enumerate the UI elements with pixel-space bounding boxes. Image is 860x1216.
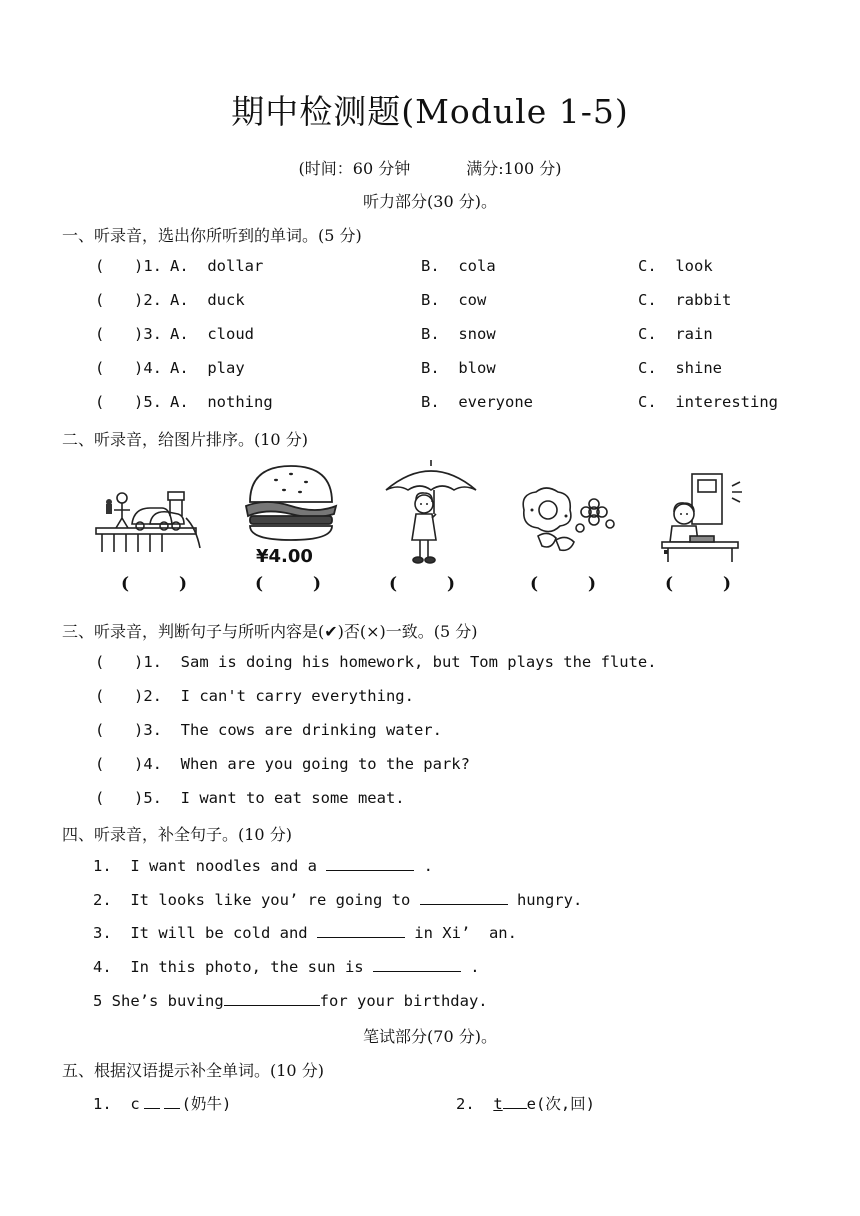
answer-bracket[interactable]: ( (95, 359, 105, 377)
section5-heading: 五、根据汉语提示补全单词。(10 分) (62, 1061, 324, 1080)
answer-blank[interactable] (144, 1094, 160, 1109)
fried-egg-flowers-icon (512, 480, 622, 560)
fill-sentence (93, 856, 433, 875)
option-a: A. cloud (170, 325, 254, 343)
given-letter: t (493, 1095, 503, 1113)
answer-bracket[interactable]: ( (95, 653, 105, 671)
traffic-scene-icon (92, 458, 202, 568)
answer-blank[interactable] (317, 923, 405, 938)
option-b: B. cow (421, 291, 487, 309)
answer-paren[interactable]: ( ) (530, 574, 597, 594)
fill-sentence (93, 890, 582, 909)
option-c: C. rabbit (638, 291, 732, 309)
answer-bracket[interactable]: ( (95, 325, 105, 343)
option-c: C. rain (638, 325, 713, 343)
question-prefix: 1. c (93, 1095, 140, 1113)
answer-blank[interactable] (164, 1094, 180, 1109)
answer-bracket[interactable]: ( (95, 687, 105, 705)
price-label: ¥4.00 (256, 546, 313, 567)
option-b: B. blow (421, 359, 496, 377)
answer-bracket[interactable]: ( (95, 755, 105, 773)
option-a: A. duck (170, 291, 245, 309)
item-number: )5. (134, 393, 162, 411)
sentence-end: in Xi’ an. (404, 924, 517, 942)
option-c: C. interesting (638, 393, 778, 411)
option-a: A. play (170, 359, 245, 377)
item-number: )1. (134, 257, 162, 275)
answer-blank[interactable] (326, 856, 414, 871)
sentence-start: 3. It will be cold and (93, 924, 317, 942)
fill-sentence (93, 991, 488, 1010)
option-c: C. look (638, 257, 713, 275)
sentence-start: 1. I want noodles and a (93, 857, 327, 875)
section4-heading: 四、听录音，补全句子。(10 分) (62, 825, 292, 844)
list-item: )2. I can't carry everything. (134, 687, 414, 705)
answer-blank[interactable] (373, 957, 461, 972)
list-item: )1. Sam is doing his homework, but Tom plays the flute. (134, 653, 657, 671)
answer-blank[interactable] (224, 991, 320, 1006)
section1-heading: 一、听录音，选出你所听到的单词。(5 分) (62, 226, 362, 245)
option-a: A. nothing (170, 393, 273, 411)
option-b: B. snow (421, 325, 496, 343)
option-b: B. cola (421, 257, 496, 275)
fill-sentence (93, 957, 480, 976)
sentence-start: 5 She’s buving (93, 992, 224, 1010)
sentence-start: 2. It looks like you’ re going to (93, 891, 420, 909)
item-number: )2. (134, 291, 162, 309)
answer-bracket[interactable]: ( (95, 257, 105, 275)
list-item: )4. When are you going to the park? (134, 755, 470, 773)
option-a: A. dollar (170, 257, 264, 275)
word-question-1 (93, 1092, 231, 1114)
sentence-end: for your birthday. (319, 992, 488, 1010)
question-prefix: 2. (456, 1095, 494, 1113)
boy-studying-icon (658, 470, 768, 566)
item-number: )3. (134, 325, 162, 343)
fill-sentence (93, 923, 517, 942)
page-title: 期中检测题(Module 1-5) (231, 92, 629, 131)
section2-heading: 二、听录音，给图片排序。(10 分) (62, 430, 308, 449)
item-number: )4. (134, 359, 162, 377)
word-question-2 (456, 1092, 595, 1114)
sentence-end: . (460, 958, 480, 976)
answer-bracket[interactable]: ( (95, 789, 105, 807)
answer-paren[interactable]: ( ) (121, 574, 188, 594)
question-hint: e(次,回) (526, 1095, 595, 1113)
answer-paren[interactable]: ( ) (255, 574, 322, 594)
sentence-end: . (414, 857, 433, 875)
girl-with-umbrella-icon (376, 458, 486, 570)
option-c: C. shine (638, 359, 722, 377)
writing-header: 笔试部分(70 分)。 (363, 1027, 497, 1046)
answer-bracket[interactable]: ( (95, 721, 105, 739)
answer-blank[interactable] (503, 1094, 527, 1109)
answer-bracket[interactable]: ( (95, 291, 105, 309)
answer-bracket[interactable]: ( (95, 393, 105, 411)
answer-blank[interactable] (420, 890, 508, 905)
hamburger-icon (236, 458, 346, 546)
listening-header: 听力部分(30 分)。 (363, 192, 497, 211)
option-b: B. everyone (421, 393, 533, 411)
question-hint: (奶牛) (181, 1095, 232, 1113)
exam-meta (0, 156, 860, 179)
answer-paren[interactable]: ( ) (389, 574, 456, 594)
list-item: )3. The cows are drinking water. (134, 721, 442, 739)
section3-heading: 三、听录音，判断句子与所听内容是(✔)否(×)一致。(5 分) (62, 622, 478, 641)
exam-time: (时间：60 分钟 (298, 159, 411, 178)
exam-score: 满分:100 分) (466, 159, 562, 178)
sentence-end: hungry. (507, 891, 583, 909)
sentence-start: 4. In this photo, the sun is (93, 958, 373, 976)
list-item: )5. I want to eat some meat. (134, 789, 405, 807)
answer-paren[interactable]: ( ) (665, 574, 732, 594)
